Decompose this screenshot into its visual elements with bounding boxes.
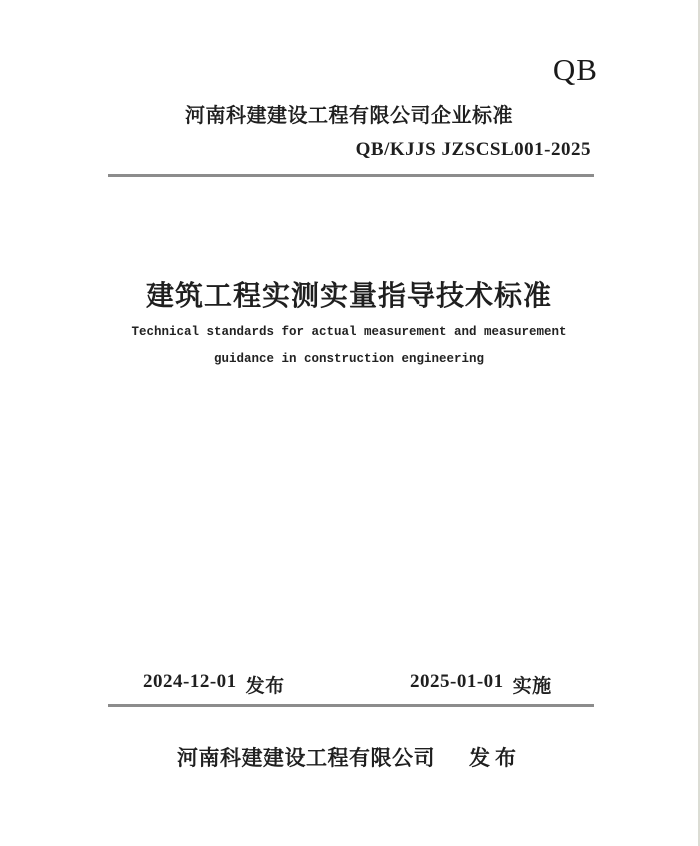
publisher-action: 发布 [469,746,521,770]
standard-classification-label: QB [552,52,598,87]
footer-divider-rule [108,704,594,707]
implementation-date: 2025-01-01 [410,671,504,692]
publisher-company: 河南科建建设工程有限公司 [177,746,435,770]
implementation-date-group [410,671,552,698]
implementation-label: 实施 [512,676,552,697]
document-title-en [0,319,698,373]
document-title-en-line1: Technical standards for actual measurement and measurement [131,325,567,339]
org-standard-header: 河南科建建设工程有限公司企业标准 [185,105,513,127]
issue-date: 2024-12-01 [143,671,237,692]
document-title-zh: 建筑工程实测实量指导技术标准 [145,281,552,312]
date-row [0,671,698,695]
header-divider-rule [108,174,594,177]
issue-label: 发布 [245,676,285,697]
publisher-row [0,742,698,772]
document-title-en-line2: guidance in construction engineering [213,352,485,366]
issue-date-group [143,671,285,698]
standard-number: QB/KJJS JZSCSL001-2025 [355,139,591,160]
